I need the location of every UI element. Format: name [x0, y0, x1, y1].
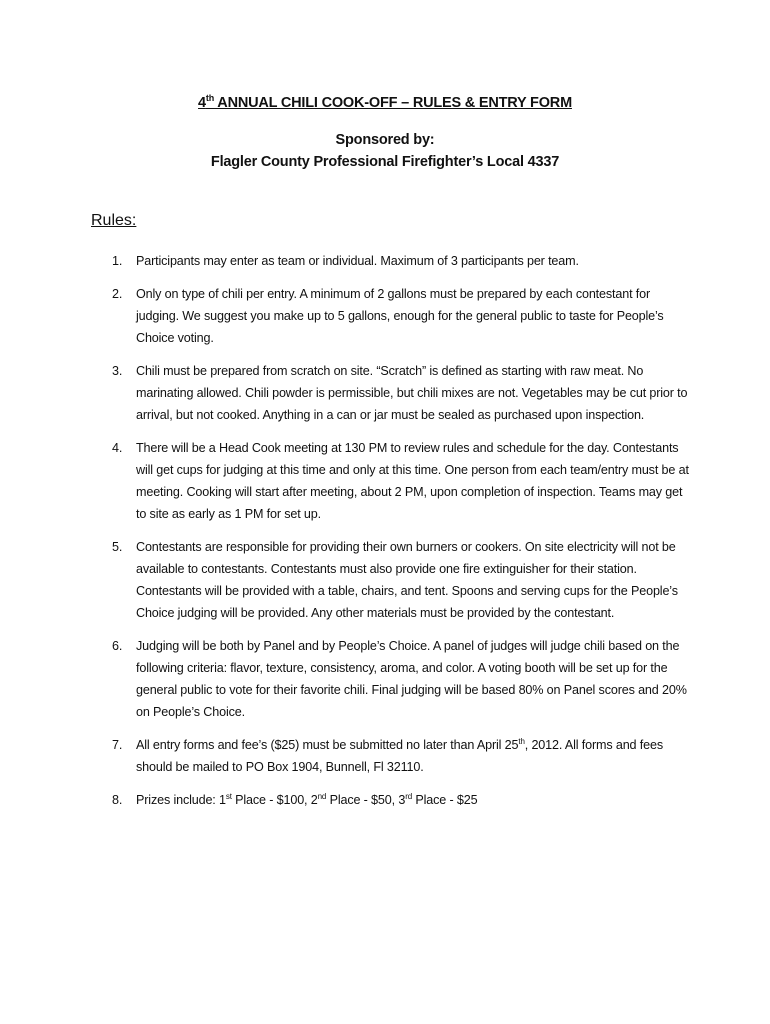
rule-text-part: Place - $50, 3 [326, 793, 406, 807]
document-title [0, 93, 770, 111]
rule-text: Judging will be both by Panel and by People’s Choice. A panel of judges will judge chili based on the following criteria: flavor, texture, consistency, aroma, and color. A voting booth will be set up for the general public to vote for their favorite chili. Final judging will be based 80% on Panel scores and 20% on People’s Choice. [136, 639, 687, 719]
rule-item-2 [112, 283, 692, 349]
rule-number: 8. [112, 793, 123, 807]
title-superscript: th [205, 93, 215, 103]
rules-list [112, 250, 692, 822]
ordinal-superscript: th [518, 737, 525, 746]
rule-item-4 [112, 437, 692, 525]
rule-number: 2. [112, 287, 123, 301]
rule-text: Only on type of chili per entry. A minimum of 2 gallons must be prepared by each contestant for judging. We suggest you make up to 5 gallons, enough for the general public to taste for People’s Choice voting. [136, 287, 664, 345]
rule-text [136, 738, 663, 774]
ordinal-superscript: nd [317, 792, 327, 801]
rule-item-3 [112, 360, 692, 426]
rule-text: Chili must be prepared from scratch on site. “Scratch” is defined as starting with raw meat. No marinating allowed. Chili powder is permissible, but chili mixes are not. Vegetables may be cut prior to arrival, but not cooked. Anything in a can or jar must be sealed as purchased upon inspection. [136, 364, 688, 422]
rule-item-8 [112, 789, 692, 811]
rule-item-7 [112, 734, 692, 778]
title-prefix: 4 [198, 95, 206, 111]
rule-text-part: All entry forms and fee’s ($25) must be submitted no later than April 25 [136, 738, 519, 752]
rule-item-6 [112, 635, 692, 723]
rule-text [136, 793, 477, 807]
rule-number: 5. [112, 540, 123, 554]
ordinal-superscript: st [225, 792, 232, 801]
ordinal-superscript: rd [405, 792, 413, 801]
sponsor-name: Flagler County Professional Firefighter’s Local 4337 [210, 154, 560, 170]
rule-text-part: , 2012. All forms and fees should be mailed to PO Box 1904, Bunnell, Fl 32110. [136, 738, 663, 774]
title-rest: ANNUAL CHILI COOK-OFF – RULES & ENTRY FORM [214, 95, 572, 111]
rule-text: Contestants are responsible for providing their own burners or cookers. On site electricity will not be available to contestants. Contestants must also provide one fire extinguisher for their station. Contestants will be provided with a table, chairs, and tent. Spoons and serving cups for the People’s Choice judging will be provided. Any other materials must be provided by the contestant. [136, 540, 678, 620]
rule-number: 1. [112, 254, 123, 268]
sponsored-by-label: Sponsored by: [335, 132, 435, 148]
rule-text-part: Prizes include: 1 [136, 793, 226, 807]
rule-number: 7. [112, 738, 123, 752]
rule-item-1 [112, 250, 692, 272]
rule-text-part: Place - $25 [412, 793, 478, 807]
rule-number: 4. [112, 441, 123, 455]
rule-text-part: Place - $100, 2 [231, 793, 318, 807]
rule-item-5 [112, 536, 692, 624]
rule-text: Participants may enter as team or individual. Maximum of 3 participants per team. [136, 254, 579, 268]
rules-heading: Rules: [91, 212, 137, 229]
rule-text: There will be a Head Cook meeting at 130 PM to review rules and schedule for the day. Contestants will get cups for judging at this time and only at this time. One person from each team/entry must be at meeting. Cooking will start after meeting, about 2 PM, upon completion of inspection. Teams may get to site as early as 1 PM for set up. [136, 441, 689, 521]
rule-number: 6. [112, 639, 123, 653]
rule-number: 3. [112, 364, 123, 378]
